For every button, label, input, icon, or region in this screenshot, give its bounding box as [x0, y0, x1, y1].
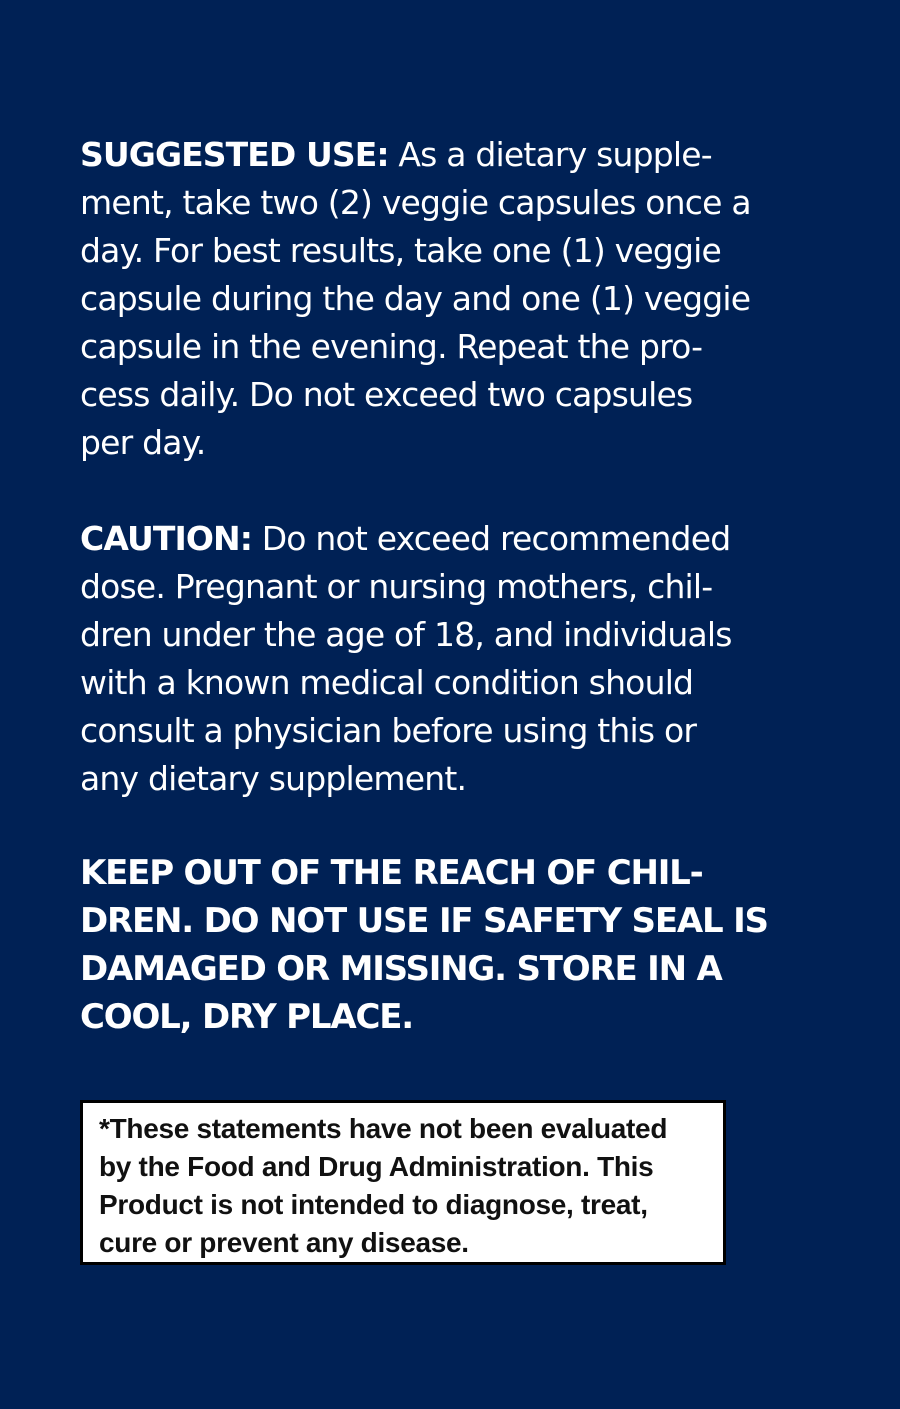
suggested-use-section — [80, 131, 820, 467]
caution-line — [80, 515, 820, 563]
fda-disclaimer-box — [80, 1100, 726, 1265]
suggested-use-heading: SUGGESTED USE: — [80, 135, 389, 174]
suggested-use-line: cess daily. Do not exceed two capsules — [80, 375, 693, 414]
caution-heading: CAUTION: — [80, 519, 252, 558]
disclaimer-line: *These statements have not been evaluated — [99, 1113, 668, 1144]
disclaimer-line: Product is not intended to diagnose, treat, — [99, 1189, 648, 1220]
suggested-use-line: day. For best results, take one (1) veggie — [80, 231, 722, 270]
caution-line: dose. Pregnant or nursing mothers, chil- — [80, 567, 713, 606]
caution-text: Do not exceed recommended — [252, 519, 731, 558]
warning-line: KEEP OUT OF THE REACH OF CHIL- — [80, 853, 703, 893]
suggested-use-line: capsule during the day and one (1) veggie — [80, 279, 751, 318]
warning-line: COOL, DRY PLACE. — [80, 997, 413, 1037]
suggested-use-line: capsule in the evening. Repeat the pro- — [80, 327, 703, 366]
suggested-use-line: per day. — [80, 423, 206, 462]
suggested-use-line: ment, take two (2) veggie capsules once a — [80, 183, 751, 222]
caution-line: dren under the age of 18, and individuals — [80, 615, 732, 654]
fda-disclaimer-text — [99, 1110, 667, 1262]
warning-line: DAMAGED OR MISSING. STORE IN A — [80, 949, 722, 989]
suggested-use-line — [80, 131, 820, 179]
caution-section — [80, 515, 820, 803]
warning-line: DREN. DO NOT USE IF SAFETY SEAL IS — [80, 901, 768, 941]
suggested-use-text: As a dietary supple- — [388, 135, 712, 174]
storage-warning-section — [80, 849, 820, 1041]
disclaimer-line: cure or prevent any disease. — [99, 1227, 469, 1258]
disclaimer-line: by the Food and Drug Administration. This — [99, 1151, 654, 1182]
caution-line: consult a physician before using this or — [80, 711, 697, 750]
caution-line: any dietary supplement. — [80, 759, 467, 798]
caution-line: with a known medical condition should — [80, 663, 694, 702]
